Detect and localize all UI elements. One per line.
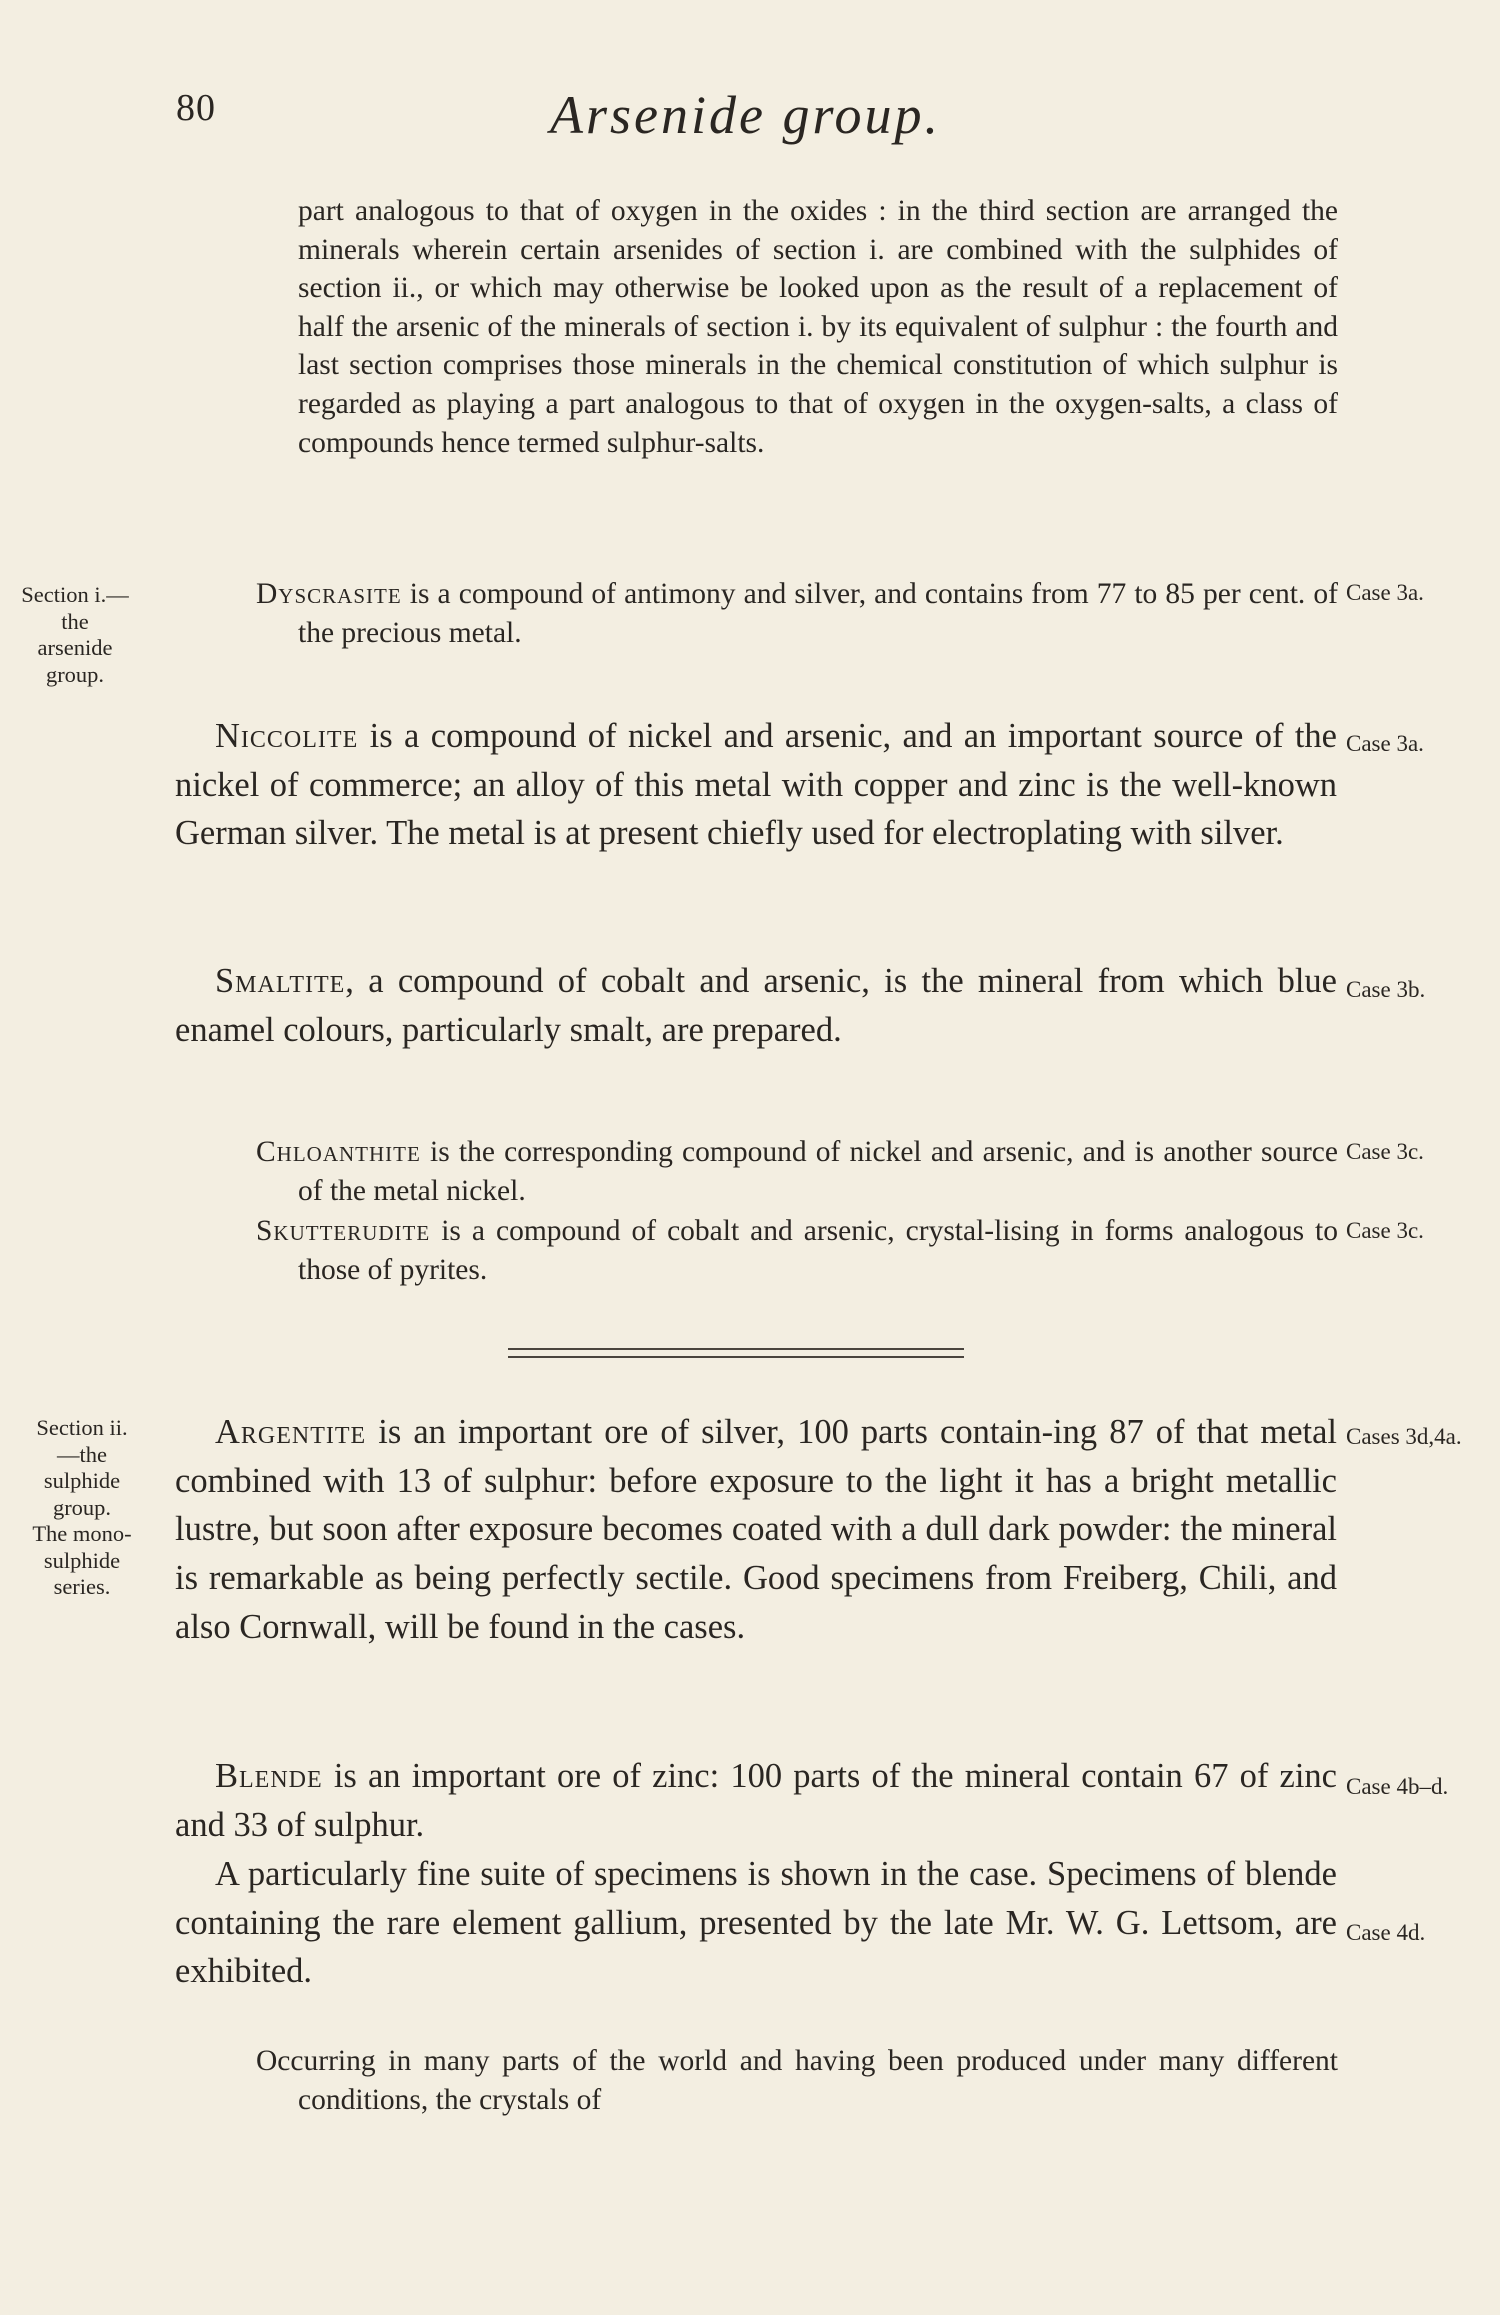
case-reference: Case 3b. bbox=[1346, 977, 1426, 1002]
paragraph-text: is a compound of cobalt and arsenic, crystal-lising in forms analogous to those of pyrites. bbox=[298, 1215, 1338, 1286]
case-reference: Cases 3d,4a. bbox=[1346, 1424, 1462, 1449]
paragraph-text: , a compound of cobalt and arsenic, is the mineral from which blue enamel colours, particularly smalt, are prepared. bbox=[175, 962, 1337, 1049]
niccolite-paragraph bbox=[175, 712, 1337, 858]
section-divider bbox=[508, 1348, 964, 1350]
case-reference: Case 3a. bbox=[1346, 731, 1424, 756]
case-reference: Case 4b–d. bbox=[1346, 1774, 1449, 1799]
argentite-paragraph bbox=[175, 1408, 1337, 1652]
blende-paragraph bbox=[175, 1752, 1337, 1849]
mineral-name: Niccolite bbox=[215, 717, 359, 755]
section-divider bbox=[508, 1356, 964, 1358]
occurring-paragraph: Occurring in many parts of the world and having been produced under many different conditions, the crystals of bbox=[256, 2045, 1338, 2116]
case-reference: Case 3c. bbox=[1346, 1139, 1424, 1164]
dyscrasite-paragraph bbox=[256, 575, 1338, 652]
paragraph-text: is a compound of nickel and arsenic, and an important source of the nickel of commerce; an alloy of this metal with copper and zinc is the well-known German silver. The metal is at present chiefly used for electroplating with silver. bbox=[175, 717, 1337, 853]
page-number: 80 bbox=[176, 87, 216, 129]
mineral-name: Skutterudite bbox=[256, 1215, 431, 1247]
mineral-name: Smaltite bbox=[215, 962, 346, 1000]
intro-paragraph: part analogous to that of oxygen in the oxides : in the third section are arranged the minerals wherein certain arsenides of section i. are combined with the sulphides of section ii., or which may otherwise be looked upon as the result of a replacement of half the arsenic of the minerals of section i. by its equivalent of sulphur : the fourth and last section comprises those minerals in the chemical constitution of which sulphur is regarded as playing a part analogous to that of oxygen in the oxygen-salts, a class of compounds hence termed sulphur-salts. bbox=[298, 195, 1338, 459]
margin-note-section-i: Section i.— the arsenide group. bbox=[21, 582, 129, 687]
case-reference: Case 3a. bbox=[1346, 580, 1424, 605]
paragraph-text: is an important ore of zinc: 100 parts of the mineral contain 67 of zinc and 33 of sulphur. bbox=[175, 1757, 1337, 1844]
smaltite-paragraph bbox=[175, 957, 1337, 1054]
running-title: Arsenide group. bbox=[550, 85, 941, 145]
paragraph-text: is the corresponding compound of nickel and arsenic, and is another source of the metal nickel. bbox=[298, 1136, 1338, 1207]
mineral-name: Dyscrasite bbox=[256, 578, 402, 610]
paragraph-text: is a compound of antimony and silver, and contains from 77 to 85 per cent. of the precious metal. bbox=[298, 578, 1338, 649]
paragraph-text: is an important ore of silver, 100 parts contain-ing 87 of that metal combined with 13 of sulphur: before exposure to the light it has a bright metallic lustre, but soon after exposure becomes coated with a dull dark powder: the mineral is remarkable as being perfectly sectile. Good specimens from Freiberg, Chili, and also Cornwall, will be found in the cases. bbox=[175, 1413, 1337, 1646]
margin-note-section-ii: Section ii. —the sulphide group. The mono- sulphide series. bbox=[32, 1415, 132, 1599]
mineral-name: Blende bbox=[215, 1757, 323, 1795]
mineral-name: Argentite bbox=[215, 1413, 367, 1451]
case-reference: Case 4d. bbox=[1346, 1920, 1426, 1945]
skutterudite-paragraph bbox=[256, 1212, 1338, 1289]
blende-suite-paragraph: A particularly fine suite of specimens is shown in the case. Specimens of blende containing the rare element gallium, presented by the late Mr. W. G. Lettsom, are exhibited. bbox=[175, 1855, 1337, 1991]
chloanthite-paragraph bbox=[256, 1133, 1338, 1210]
case-reference: Case 3c. bbox=[1346, 1218, 1424, 1243]
mineral-name: Chloanthite bbox=[256, 1136, 421, 1168]
